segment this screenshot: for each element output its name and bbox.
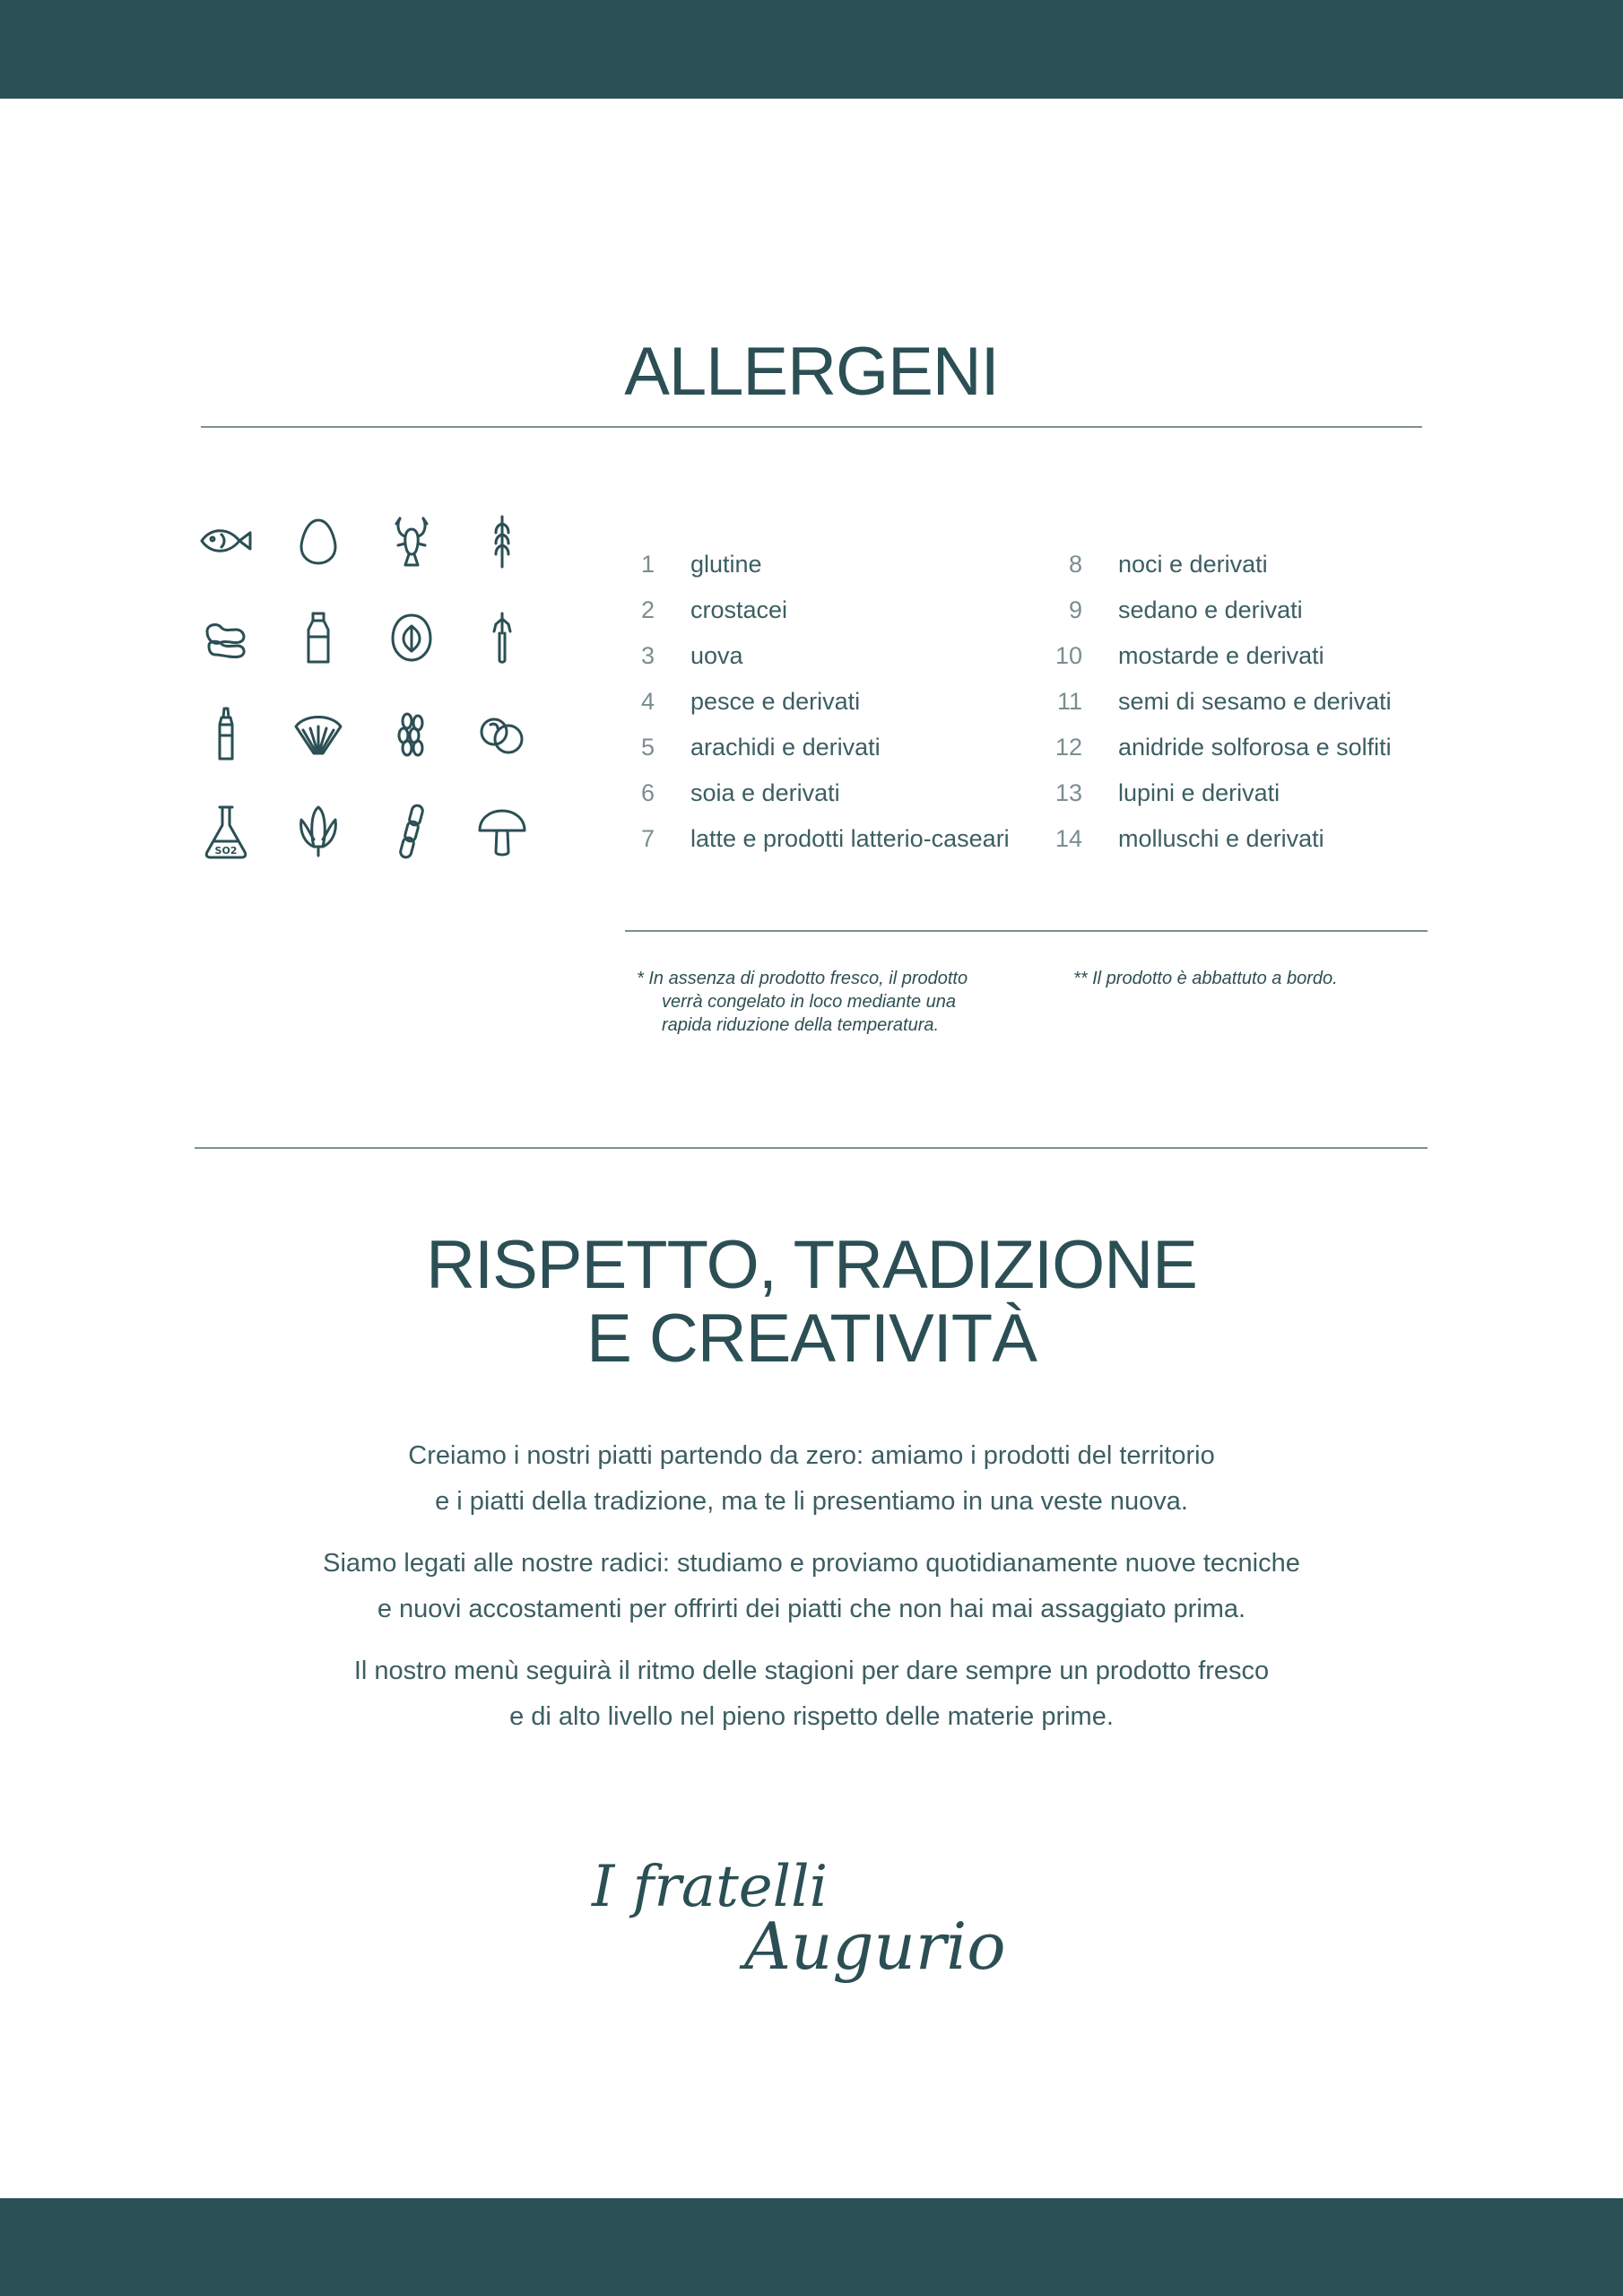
crustacean-icon (380, 509, 443, 572)
title-line: RISPETTO, TRADIZIONE (426, 1227, 1197, 1303)
peanut-icon (195, 606, 257, 669)
signature-line-2: Augurio (744, 1909, 1006, 1984)
list-item: 1 glutine (640, 551, 762, 578)
title-line: E CREATIVITÀ (586, 1300, 1037, 1377)
svg-text:SO2: SO2 (214, 845, 238, 857)
allergen-list-left (610, 549, 1031, 869)
wheat-icon (471, 509, 534, 572)
signature-line-1: I fratelli (592, 1854, 829, 1920)
list-item: 10 mostarde e derivati (1055, 642, 1324, 669)
celery-icon (471, 606, 534, 669)
sesame-icon (380, 703, 443, 766)
list-item: 14 molluschi e derivati (1055, 825, 1324, 852)
signature (583, 1839, 1049, 2000)
list-item: 3 uova (640, 642, 743, 669)
list-item: 12 anidride solforosa e solfiti (1055, 734, 1392, 761)
paragraph (0, 1433, 1623, 1525)
flask-so2-icon (195, 800, 257, 863)
fish-icon (195, 509, 257, 572)
chain-icon (380, 800, 443, 863)
list-item: 9 sedano e derivati (1068, 596, 1303, 623)
allergeni-title: ALLERGENI (624, 334, 999, 410)
paragraph-line: Creiamo i nostri piatti partendo da zero: amiamo i prodotti del territorio (408, 1441, 1215, 1470)
notes-divider (625, 930, 1428, 932)
list-item: 7 latte e prodotti latterio-caseari (640, 825, 1010, 852)
paragraph-line: e i piatti della tradizione, ma te li presentiamo in una veste nuova. (435, 1487, 1188, 1516)
list-item: 11 semi di sesamo e derivati (1056, 688, 1392, 715)
list-item: 8 noci e derivati (1068, 551, 1268, 578)
allergen-list-right (1037, 549, 1450, 869)
paragraph-line: Siamo legati alle nostre radici: studiamo e proviamo quotidianamente nuove tecniche (323, 1549, 1300, 1578)
milk-bottle-icon (287, 606, 350, 669)
paragraph-line: Il nostro menù seguirà il ritmo delle stagioni per dare sempre un prodotto fresco (353, 1657, 1270, 1685)
corn-icon (287, 800, 350, 863)
note-line: verrà congelato in loco mediante una (662, 992, 956, 1012)
clam-shell-icon (287, 703, 350, 766)
frozen-product-note (637, 967, 1058, 1037)
top-band (0, 0, 1623, 99)
paragraph (0, 1648, 1623, 1740)
section-divider (195, 1147, 1428, 1149)
rispetto-title (0, 1229, 1623, 1376)
list-item: 5 arachidi e derivati (640, 734, 881, 761)
list-item: 2 crostacei (640, 596, 788, 623)
paragraph-line: e nuovi accostamenti per offrirti dei piatti che non hai mai assaggiato prima. (377, 1595, 1246, 1623)
list-item: 13 lupini e derivati (1055, 779, 1280, 806)
bottom-band (0, 2198, 1623, 2296)
paragraph-line: e di alto livello nel pieno rispetto delle materie prime. (509, 1702, 1114, 1731)
note-line: * In assenza di prodotto fresco, il prodotto (637, 969, 968, 988)
egg-icon (287, 509, 350, 572)
mushroom-icon (471, 800, 534, 863)
list-item: 6 soia e derivati (640, 779, 840, 806)
walnut-icon (380, 606, 443, 669)
note-line: rapida riduzione della temperatura. (662, 1015, 940, 1035)
title-divider (201, 426, 1422, 428)
blast-chilled-note: ** Il prodotto è abbattuto a bordo. (1073, 969, 1338, 988)
mustard-bottle-icon (195, 703, 257, 766)
list-item: 4 pesce e derivati (640, 688, 861, 715)
paragraph (0, 1541, 1623, 1632)
lupin-icon (471, 703, 534, 766)
